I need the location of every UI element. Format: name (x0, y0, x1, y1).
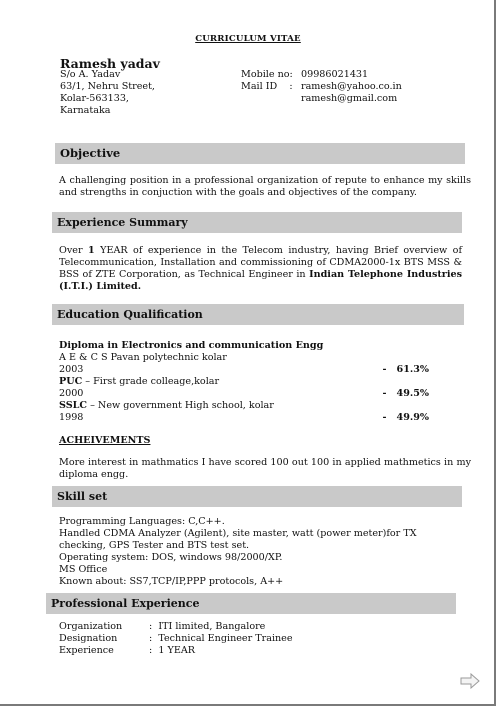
experience-summary-heading: Experience Summary (52, 212, 462, 233)
document-title: CURRICULUM VITAE (195, 34, 301, 44)
skill-line: MS Office (59, 564, 108, 575)
professional-value: : 1 YEAR (149, 645, 195, 656)
professional-row (59, 621, 359, 633)
achievements-heading: ACHEIVEMENTS (59, 435, 151, 446)
address-line: Kolar-563133, (60, 93, 129, 104)
summary-employer: Indian Telephone Industries (I.T.I.) Limited. (59, 269, 463, 292)
summary-text-part: YEAR of experience in the Telecom industry, having Brief overview of Telecommunication, Installation and commissioning of CDMA2000-1x BTS MSS & BSS of ZTE Corporation, as Technical Engineer in (59, 245, 462, 280)
puc-label: PUC (59, 376, 83, 387)
degree-title: Diploma in Electronics and communication Engg (59, 340, 324, 351)
education-year: 2000 (59, 388, 84, 399)
address-block (60, 69, 155, 117)
education-heading: Education Qualification (52, 304, 464, 325)
puc-school: – First grade colleage,kolar (82, 376, 220, 387)
summary-text-part: Over (59, 245, 88, 256)
education-block (59, 340, 459, 424)
mail-label: Mail ID : (241, 81, 293, 92)
professional-row (59, 633, 359, 645)
professional-label: Experience (59, 645, 114, 656)
mobile-label: Mobile no: (241, 69, 293, 80)
professional-value: : Technical Engineer Trainee (149, 633, 293, 644)
objective-text: A challenging position in a professional organization of repute to enhance my skills and strengths in conjuction with the goals and objectives of the company. (59, 175, 471, 198)
professional-row (59, 645, 359, 657)
skills-list (59, 516, 464, 588)
professional-label: Organization (59, 621, 123, 632)
skill-line: Known about: SS7,TCP/IP,PPP protocols, A++ (59, 576, 284, 587)
skill-line: Operating system: DOS, windows 98/2000/XP. (59, 552, 283, 563)
professional-value: : ITI limited, Bangalore (149, 621, 266, 632)
achievements-text: More interest in mathmatics I have scored 100 out 100 in applied mathmetics in my diploma engg. (59, 457, 471, 480)
puc-line (59, 376, 459, 388)
mobile-number: 09986021431 (301, 69, 369, 80)
address-line: Karnataka (60, 105, 111, 116)
arrow-right-icon[interactable] (460, 673, 480, 689)
email-primary: ramesh@yahoo.co.in (301, 81, 402, 92)
candidate-name: Ramesh yadav (60, 56, 160, 71)
address-line: S/o A. Yadav (60, 69, 121, 80)
sslc-line (59, 400, 459, 412)
education-percentage: - 49.9% (382, 412, 429, 423)
sslc-label: SSLC (59, 400, 88, 411)
email-secondary: ramesh@gmail.com (301, 93, 398, 104)
professional-table (59, 621, 359, 657)
education-percentage: - 49.5% (382, 388, 429, 399)
college-name: A E & C S Pavan polytechnic kolar (59, 352, 227, 363)
objective-heading: Objective (55, 143, 465, 164)
arrow-right-icon-graphic (460, 673, 480, 689)
skill-line: Programming Languages: C,C++. (59, 516, 225, 527)
professional-heading: Professional Experience (46, 593, 456, 614)
education-row (59, 364, 459, 376)
professional-label: Designation (59, 633, 118, 644)
experience-summary-text (59, 245, 462, 293)
sslc-school: – New government High school, kolar (87, 400, 274, 411)
address-line: 63/1, Nehru Street, (60, 81, 155, 92)
education-row (59, 412, 459, 424)
education-year: 1998 (59, 412, 84, 423)
education-row (59, 388, 459, 400)
skills-heading: Skill set (52, 486, 462, 507)
education-percentage: - 61.3% (382, 364, 429, 375)
skill-line: Handled CDMA Analyzer (Agilent), site master, watt (power meter)for TX checking, GPS Tester and BTS test set. (59, 528, 417, 551)
summary-years: 1 (88, 245, 95, 256)
education-year: 2003 (59, 364, 84, 375)
